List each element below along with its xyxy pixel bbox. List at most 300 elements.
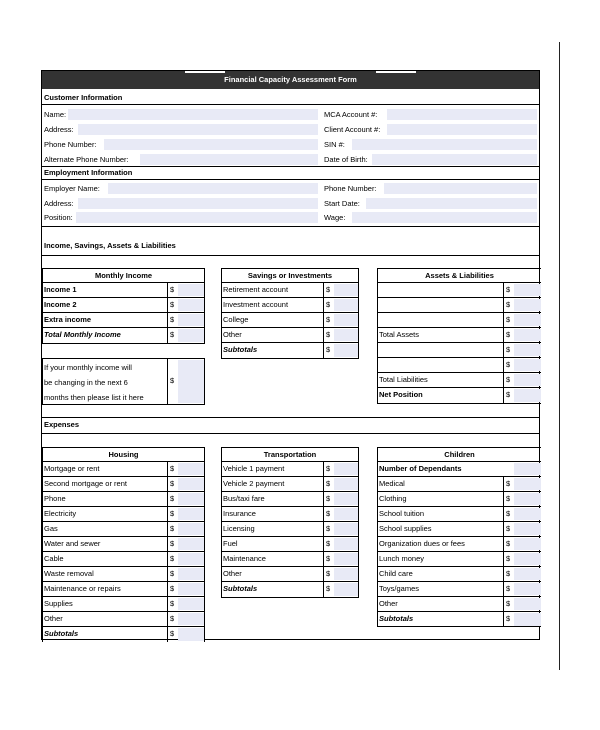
divider: [42, 104, 539, 105]
column-divider: [323, 582, 324, 597]
children-amount-field[interactable]: [514, 493, 541, 505]
expenses-header: Expenses: [44, 420, 80, 429]
table-row: [43, 627, 204, 642]
assets-title: Assets & Liabilities: [378, 269, 541, 283]
row-label: Electricity: [44, 509, 77, 518]
housing-amount-field[interactable]: [178, 523, 204, 535]
currency-symbol: $: [170, 479, 175, 488]
savings-subtotal-field[interactable]: [334, 344, 358, 357]
table-row: [378, 492, 541, 507]
start-date-label: Start Date:: [324, 199, 360, 208]
housing-amount-field[interactable]: [178, 583, 204, 595]
position-label: Position:: [44, 213, 73, 222]
column-divider: [503, 283, 504, 297]
start-date-field[interactable]: [366, 198, 537, 209]
currency-symbol: $: [326, 300, 331, 309]
row-label: Child care: [379, 569, 413, 578]
column-divider: [167, 597, 168, 611]
currency-symbol: $: [506, 584, 511, 593]
column-divider: [503, 492, 504, 506]
table-row: [222, 283, 358, 298]
column-divider: [323, 343, 324, 358]
table-row: [43, 597, 204, 612]
table-row: [222, 522, 358, 537]
row-label: College: [223, 315, 249, 324]
column-divider: [503, 343, 504, 357]
table-row: [43, 507, 204, 522]
currency-symbol: $: [170, 285, 175, 294]
currency-symbol: $: [326, 330, 331, 339]
transportation-amount-field[interactable]: [334, 538, 358, 550]
table-row: [378, 507, 541, 522]
transportation-table: [221, 447, 359, 598]
column-divider: [503, 313, 504, 327]
mca-account-label: MCA Account #:: [324, 110, 378, 119]
divider: [42, 433, 539, 434]
income-change-text: If your monthly income will: [44, 363, 132, 372]
employer-name-field[interactable]: [108, 183, 318, 194]
savings-title: Savings or Investments: [222, 269, 358, 283]
table-row: [378, 328, 541, 343]
currency-symbol: $: [326, 539, 331, 548]
liability-amount-field[interactable]: [514, 359, 541, 371]
table-row: [378, 373, 541, 388]
table-row: [43, 462, 204, 477]
alt-phone-label: Alternate Phone Number:: [44, 155, 129, 164]
column-divider: [503, 328, 504, 342]
currency-symbol: $: [170, 584, 175, 593]
table-row: [378, 597, 541, 612]
column-divider: [503, 373, 504, 387]
currency-symbol: $: [506, 539, 511, 548]
table-row: [378, 582, 541, 597]
table-row: [43, 552, 204, 567]
column-divider: [323, 522, 324, 536]
row-label: Fuel: [223, 539, 238, 548]
currency-symbol: $: [170, 524, 175, 533]
sin-label: SIN #:: [324, 140, 345, 149]
monthly-income-table: [42, 268, 205, 344]
row-label: Medical: [379, 479, 405, 488]
currency-symbol: $: [170, 300, 175, 309]
housing-amount-field[interactable]: [178, 508, 204, 520]
employment-address-field[interactable]: [78, 198, 318, 209]
customer-name-field[interactable]: [68, 109, 318, 120]
currency-symbol: $: [170, 539, 175, 548]
income-change-amount-field[interactable]: [178, 360, 204, 403]
divider: [42, 179, 539, 180]
table-row: [43, 522, 204, 537]
row-label: Phone: [44, 494, 66, 503]
customer-address-label: Address:: [44, 125, 74, 134]
children-table: [377, 447, 541, 627]
currency-symbol: $: [170, 330, 175, 339]
currency-symbol: $: [326, 509, 331, 518]
table-row: [222, 462, 358, 477]
currency-symbol: $: [326, 494, 331, 503]
table-row: [43, 477, 204, 492]
column-divider: [167, 283, 168, 297]
row-label: School tuition: [379, 509, 425, 518]
row-label: Waste removal: [44, 569, 94, 578]
row-label: Supplies: [44, 599, 73, 608]
column-divider: [503, 597, 504, 611]
currency-symbol: $: [326, 569, 331, 578]
isal-header: Income, Savings, Assets & Liabilities: [44, 241, 176, 250]
children-amount-field[interactable]: [514, 508, 541, 520]
row-label: Other: [223, 330, 242, 339]
row-label: Lunch money: [379, 554, 425, 563]
currency-symbol: $: [506, 614, 511, 623]
row-label: Second mortgage or rent: [44, 479, 127, 488]
row-label: Insurance: [223, 509, 256, 518]
employment-info-header: Employment Information: [44, 168, 133, 177]
transportation-amount-field[interactable]: [334, 463, 358, 475]
title-bar-notch-right: [376, 71, 416, 73]
table-row: [43, 492, 204, 507]
housing-amount-field[interactable]: [178, 613, 204, 625]
row-label: Maintenance or repairs: [44, 584, 121, 593]
college-amount-field[interactable]: [334, 314, 358, 326]
column-divider: [323, 492, 324, 506]
currency-symbol: $: [506, 345, 511, 354]
row-label: Other: [379, 599, 398, 608]
row-label: School supplies: [379, 524, 432, 533]
mca-account-field[interactable]: [387, 109, 537, 120]
housing-amount-field[interactable]: [178, 463, 204, 475]
column-divider: [323, 552, 324, 566]
currency-symbol: $: [170, 464, 175, 473]
row-label: Subtotals: [44, 629, 79, 638]
table-row: [378, 313, 541, 328]
row-label: Subtotals: [379, 614, 414, 623]
currency-symbol: $: [506, 285, 511, 294]
wage-field[interactable]: [352, 212, 537, 223]
table-row: [378, 522, 541, 537]
children-amount-field[interactable]: [514, 598, 541, 610]
asset-amount-field[interactable]: [514, 284, 541, 296]
children-amount-field[interactable]: [514, 583, 541, 595]
table-row: [378, 537, 541, 552]
column-divider: [503, 552, 504, 566]
row-label: Maintenance: [223, 554, 266, 563]
column-divider: [167, 462, 168, 476]
transportation-subtotal-field[interactable]: [334, 583, 358, 596]
currency-symbol: $: [506, 599, 511, 608]
employment-phone-field[interactable]: [384, 183, 537, 194]
row-label: Licensing: [223, 524, 255, 533]
column-divider: [167, 477, 168, 491]
row-label: Bus/taxi fare: [223, 494, 265, 503]
currency-symbol: $: [506, 300, 511, 309]
currency-symbol: $: [326, 554, 331, 563]
form-title: Financial Capacity Assessment Form: [42, 71, 539, 89]
currency-symbol: $: [170, 494, 175, 503]
currency-symbol: $: [326, 464, 331, 473]
investment-amount-field[interactable]: [334, 299, 358, 311]
column-divider: [167, 567, 168, 581]
column-divider: [167, 582, 168, 596]
row-label: Total Assets: [379, 330, 420, 339]
currency-symbol: $: [506, 315, 511, 324]
currency-symbol: $: [326, 315, 331, 324]
row-label: Income 2: [44, 300, 77, 309]
table-row: [378, 358, 541, 373]
currency-symbol: $: [506, 360, 511, 369]
income-1-amount-field[interactable]: [178, 284, 204, 296]
savings-other-amount-field[interactable]: [334, 329, 358, 341]
column-divider: [167, 359, 168, 404]
table-row: [378, 567, 541, 582]
asset-amount-field[interactable]: [514, 299, 541, 311]
column-divider: [167, 537, 168, 551]
column-divider: [167, 313, 168, 327]
column-divider: [503, 507, 504, 521]
housing-amount-field[interactable]: [178, 493, 204, 505]
currency-symbol: $: [506, 375, 511, 384]
assets-liabilities-table: [377, 268, 541, 404]
currency-symbol: $: [326, 285, 331, 294]
column-divider: [503, 537, 504, 551]
row-label: Other: [223, 569, 242, 578]
column-divider: [503, 388, 504, 403]
column-divider: [323, 328, 324, 342]
row-label: Retirement account: [223, 285, 289, 294]
column-divider: [323, 507, 324, 521]
dob-field[interactable]: [372, 154, 537, 165]
row-label: Water and sewer: [44, 539, 101, 548]
currency-symbol: $: [326, 479, 331, 488]
net-position-field[interactable]: [514, 389, 541, 402]
table-row: [222, 492, 358, 507]
column-divider: [167, 507, 168, 521]
currency-symbol: $: [506, 479, 511, 488]
dependants-count-field[interactable]: [514, 463, 541, 475]
table-row: [222, 298, 358, 313]
housing-table: [42, 447, 205, 642]
table-row: [222, 552, 358, 567]
client-account-label: Client Account #:: [324, 125, 381, 134]
table-row: [43, 313, 204, 328]
currency-symbol: $: [170, 629, 175, 638]
row-label: Extra income: [44, 315, 92, 324]
customer-info-header: Customer Information: [44, 93, 123, 102]
currency-symbol: $: [506, 390, 511, 399]
currency-symbol: $: [170, 376, 175, 385]
children-title: Children: [378, 448, 541, 462]
children-amount-field[interactable]: [514, 538, 541, 550]
income-change-text: months then please list it here: [44, 393, 144, 402]
currency-symbol: $: [506, 569, 511, 578]
housing-title: Housing: [43, 448, 204, 462]
column-divider: [323, 462, 324, 476]
currency-symbol: $: [170, 614, 175, 623]
column-divider: [167, 328, 168, 343]
housing-amount-field[interactable]: [178, 538, 204, 550]
row-label: Subtotals: [223, 345, 258, 354]
transportation-amount-field[interactable]: [334, 568, 358, 580]
table-row: [222, 313, 358, 328]
row-label: Subtotals: [223, 584, 258, 593]
employer-name-label: Employer Name:: [44, 184, 100, 193]
table-row: [378, 283, 541, 298]
currency-symbol: $: [170, 599, 175, 608]
divider: [42, 417, 539, 418]
housing-subtotal-field[interactable]: [178, 628, 204, 641]
column-divider: [323, 567, 324, 581]
currency-symbol: $: [506, 330, 511, 339]
retirement-amount-field[interactable]: [334, 284, 358, 296]
extra-income-amount-field[interactable]: [178, 314, 204, 326]
column-divider: [503, 298, 504, 312]
table-row: [222, 507, 358, 522]
title-bar-notch-left: [185, 71, 225, 73]
sin-field[interactable]: [352, 139, 537, 150]
table-row: [43, 298, 204, 313]
row-label: Mortgage or rent: [44, 464, 100, 473]
currency-symbol: $: [170, 315, 175, 324]
column-divider: [503, 358, 504, 372]
column-divider: [167, 298, 168, 312]
housing-amount-field[interactable]: [178, 553, 204, 565]
column-divider: [323, 298, 324, 312]
transportation-amount-field[interactable]: [334, 493, 358, 505]
children-amount-field[interactable]: [514, 523, 541, 535]
table-row: [378, 612, 541, 627]
column-divider: [167, 492, 168, 506]
row-label: Vehicle 1 payment: [223, 464, 285, 473]
total-monthly-income-field[interactable]: [178, 329, 204, 342]
employment-phone-label: Phone Number:: [324, 184, 377, 193]
transportation-amount-field[interactable]: [334, 508, 358, 520]
column-divider: [167, 612, 168, 626]
row-label: Total Liabilities: [379, 375, 428, 384]
housing-amount-field[interactable]: [178, 598, 204, 610]
row-label: Other: [44, 614, 63, 623]
customer-name-label: Name:: [44, 110, 67, 119]
table-row: [222, 328, 358, 343]
currency-symbol: $: [326, 584, 331, 593]
currency-symbol: $: [326, 345, 331, 354]
column-divider: [503, 582, 504, 596]
savings-table: [221, 268, 359, 359]
currency-symbol: $: [506, 554, 511, 563]
table-row: [222, 567, 358, 582]
page-edge-rule: [559, 42, 560, 670]
column-divider: [503, 477, 504, 491]
row-label: Cable: [44, 554, 64, 563]
table-row: [43, 537, 204, 552]
monthly-income-title: Monthly Income: [43, 269, 204, 283]
table-row: [43, 612, 204, 627]
column-divider: [323, 283, 324, 297]
transportation-title: Transportation: [222, 448, 358, 462]
table-row: [222, 477, 358, 492]
column-divider: [323, 477, 324, 491]
row-label: Toys/games: [379, 584, 420, 593]
table-row: [378, 388, 541, 403]
divider: [42, 166, 539, 167]
divider: [42, 255, 539, 256]
total-assets-field[interactable]: [514, 329, 541, 341]
table-row: [43, 582, 204, 597]
liability-amount-field[interactable]: [514, 344, 541, 356]
column-divider: [323, 313, 324, 327]
table-row: [43, 567, 204, 582]
table-row: [222, 343, 358, 358]
table-row: [43, 283, 204, 298]
row-label: Organization dues or fees: [379, 539, 465, 548]
housing-amount-field[interactable]: [178, 478, 204, 490]
customer-address-field[interactable]: [78, 124, 318, 135]
column-divider: [167, 627, 168, 642]
table-row: [378, 462, 541, 477]
children-subtotal-field[interactable]: [514, 613, 541, 626]
total-liabilities-field[interactable]: [514, 374, 541, 386]
children-amount-field[interactable]: [514, 553, 541, 565]
customer-phone-field[interactable]: [104, 139, 318, 150]
transportation-amount-field[interactable]: [334, 523, 358, 535]
column-divider: [503, 612, 504, 627]
income-change-box: [42, 358, 205, 405]
income-2-amount-field[interactable]: [178, 299, 204, 311]
currency-symbol: $: [326, 524, 331, 533]
dob-label: Date of Birth:: [324, 155, 368, 164]
assessment-form: [41, 70, 540, 640]
currency-symbol: $: [170, 509, 175, 518]
wage-label: Wage:: [324, 213, 346, 222]
alt-phone-field[interactable]: [140, 154, 318, 165]
transportation-amount-field[interactable]: [334, 478, 358, 490]
table-row: [378, 477, 541, 492]
row-label: Investment account: [223, 300, 289, 309]
currency-symbol: $: [506, 524, 511, 533]
currency-symbol: $: [170, 554, 175, 563]
divider: [42, 226, 539, 227]
row-label: Net Position: [379, 390, 423, 399]
asset-amount-field[interactable]: [514, 314, 541, 326]
row-label: Clothing: [379, 494, 407, 503]
row-label: Income 1: [44, 285, 77, 294]
children-amount-field[interactable]: [514, 568, 541, 580]
currency-symbol: $: [506, 494, 511, 503]
income-change-text: be changing in the next 6: [44, 378, 128, 387]
employment-address-label: Address:: [44, 199, 74, 208]
children-amount-field[interactable]: [514, 478, 541, 490]
table-row: [378, 343, 541, 358]
transportation-amount-field[interactable]: [334, 553, 358, 565]
column-divider: [323, 537, 324, 551]
row-label: Vehicle 2 payment: [223, 479, 285, 488]
column-divider: [503, 567, 504, 581]
table-row: [378, 298, 541, 313]
housing-amount-field[interactable]: [178, 568, 204, 580]
column-divider: [167, 552, 168, 566]
column-divider: [503, 522, 504, 536]
position-field[interactable]: [76, 212, 318, 223]
row-label: Number of Dependants: [379, 464, 462, 473]
table-row: [43, 328, 204, 343]
table-row: [222, 582, 358, 597]
customer-phone-label: Phone Number:: [44, 140, 97, 149]
row-label: Total Monthly Income: [44, 330, 121, 339]
currency-symbol: $: [170, 569, 175, 578]
row-label: Gas: [44, 524, 58, 533]
table-row: [378, 552, 541, 567]
client-account-field[interactable]: [387, 124, 537, 135]
column-divider: [167, 522, 168, 536]
currency-symbol: $: [506, 509, 511, 518]
